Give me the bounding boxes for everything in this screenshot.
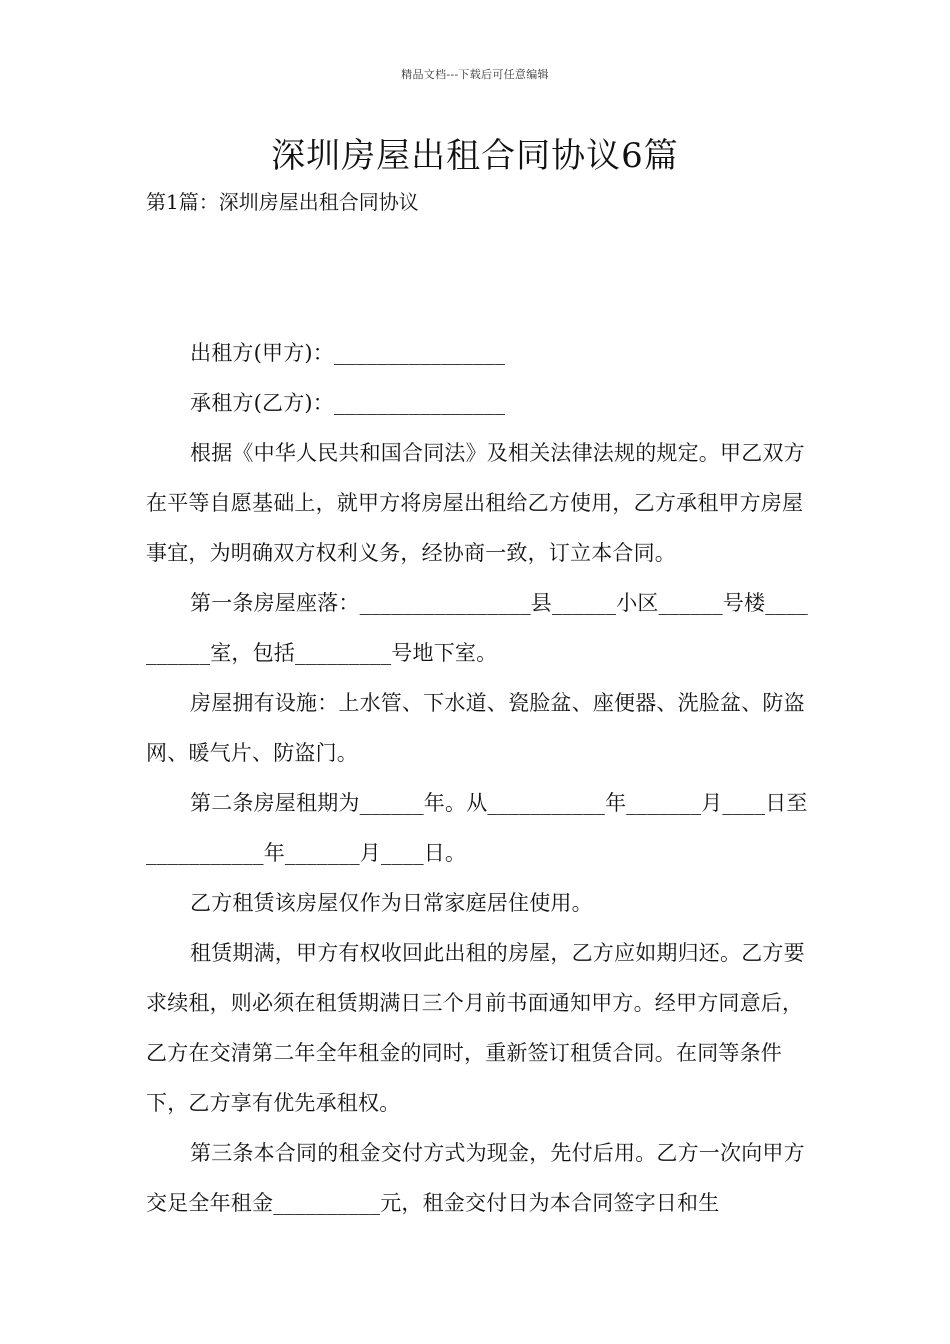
document-title: 深圳房屋出租合同协议6篇 <box>271 136 679 176</box>
renewal-paragraph: 租赁期满，甲方有权收回此出租的房屋，乙方应如期归还。乙方要求续租，则必须在租赁期满日三个月前书面通知甲方。经甲方同意后，乙方在交清第二年全年租金的同时，重新签订租赁合同。在同等条件下，乙方享有优先承租权。 <box>146 941 805 1115</box>
article-1-location: 第一条房屋座落：________________县______小区______号楼__________室，包括_________号地下室。 <box>146 591 808 665</box>
document-body <box>146 328 808 1228</box>
lessee-line: 承租方(乙方)：________________ <box>190 391 506 415</box>
article-3-rent: 第三条本合同的租金交付方式为现金，先付后用。乙方一次向甲方交足全年租金__________元，租金交付日为本合同签字日和生 <box>146 1141 805 1215</box>
header-note: 精品文档---下载后可任意编辑 <box>401 68 549 81</box>
facilities-paragraph: 房屋拥有设施：上水管、下水道、瓷脸盆、座便器、洗脸盆、防盗网、暖气片、防盗门。 <box>146 691 805 765</box>
usage-paragraph: 乙方租赁该房屋仅作为日常家庭居住使用。 <box>190 891 593 915</box>
lessor-line: 出租方(甲方)：________________ <box>190 341 506 365</box>
article-2-term: 第二条房屋租期为______年。从___________年_______月____日至___________年_______月____日。 <box>146 791 808 865</box>
part-heading: 第1篇：深圳房屋出租合同协议 <box>146 190 419 214</box>
preamble-paragraph: 根据《中华人民共和国合同法》及相关法律法规的规定。甲乙双方在平等自愿基础上，就甲方将房屋出租给乙方使用，乙方承租甲方房屋事宜，为明确双方权利义务，经协商一致，订立本合同。 <box>146 441 805 565</box>
